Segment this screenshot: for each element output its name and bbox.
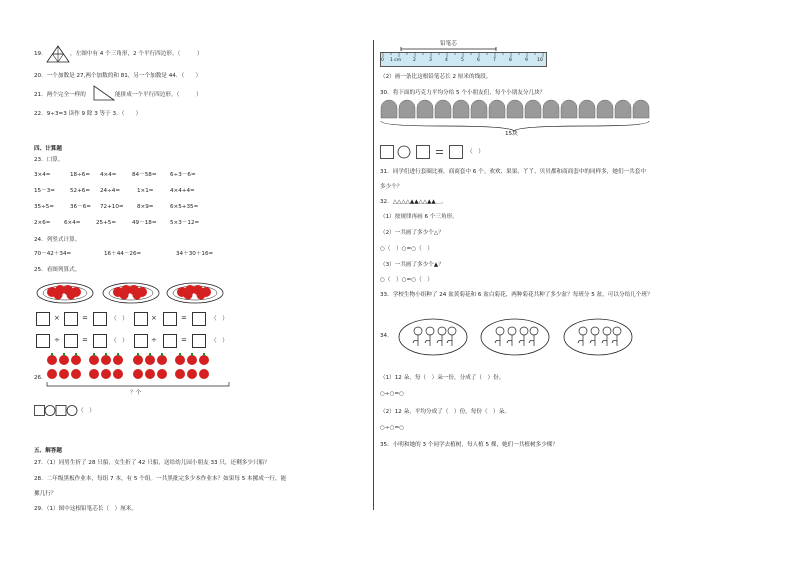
ruler-tick-label: 0 bbox=[381, 58, 384, 63]
section5-title: 五、解答题 bbox=[34, 448, 62, 454]
q29-text: 29．（1）图中这根铅笔芯长（ ）厘米。 bbox=[34, 506, 137, 512]
q32-part2: （2）一共画了多少个△？ bbox=[380, 230, 444, 236]
q25-text: 25．看图列算式。 bbox=[34, 267, 81, 273]
calc-cell: 72+10= bbox=[100, 204, 124, 210]
blank-paren: （ ） bbox=[111, 338, 128, 344]
answer-box[interactable] bbox=[192, 312, 206, 326]
ruler-tick-label: 6 bbox=[477, 58, 480, 63]
answer-box[interactable] bbox=[64, 334, 78, 348]
q35-text: 35．小明和她的 3 个同学去植树，每人植 5 棵，她们一共植树多少棵？ bbox=[380, 442, 558, 448]
triangle-figure-icon bbox=[47, 46, 69, 62]
q30-total-label: 15块 bbox=[505, 131, 518, 137]
q30-answer: （ ） bbox=[467, 149, 484, 155]
calc-cell: 5×3－12= bbox=[170, 220, 200, 226]
q34-eq1: ○÷○=○ bbox=[380, 391, 405, 397]
q26-num: 26. bbox=[34, 375, 43, 381]
ruler-tick-label: 3 bbox=[429, 58, 432, 63]
q20-text: 20．一个加数是 27,两个加数的和 81，另一个加数是 44．（ ） bbox=[34, 73, 202, 79]
apple-plate-3 bbox=[166, 278, 224, 304]
q22-text: 22．9÷3=3 读作 9 除 3 等于 3．（ ） bbox=[34, 111, 142, 117]
calc-cell: 18÷6= bbox=[70, 172, 91, 178]
calc-cell: 15－3= bbox=[34, 188, 55, 194]
q31-text-cont: 多少个？ bbox=[380, 184, 403, 190]
answer-box[interactable] bbox=[163, 312, 177, 326]
q32-part3: （3）一共画了多少个▲？ bbox=[380, 262, 444, 268]
q32-eq1: ○（ ）○=○（ ） bbox=[380, 246, 433, 252]
ruler-tick-label: 2 bbox=[413, 58, 416, 63]
q29b-text: （2）画一条比这根铅笔芯长 2 厘米的线段。 bbox=[380, 74, 492, 80]
answer-box[interactable] bbox=[192, 334, 206, 348]
q19-text: ，左图中有 4 个三角形，2 个平行四边形。（ ） bbox=[70, 51, 203, 57]
q34-num: 34. bbox=[380, 333, 389, 339]
q33-text: 33．学校生物小组种了 24 盆黄菊花和 6 盆白菊花，两种菊花共种了多少盆？每班分 5 盆，可以分给几个班？ bbox=[380, 292, 653, 298]
answer-box[interactable] bbox=[36, 312, 50, 326]
equals-sign: = bbox=[181, 314, 187, 322]
answer-box[interactable] bbox=[36, 334, 50, 348]
q24-item-2: 16＋44－26= bbox=[104, 251, 142, 257]
calc-cell: 24÷4= bbox=[100, 188, 121, 194]
q21-text: 能拼成一个平行四边形。（ ） bbox=[115, 92, 202, 98]
apple-plate-1 bbox=[36, 278, 94, 304]
calc-cell: 6÷3－6= bbox=[170, 172, 196, 178]
chocolate-row bbox=[379, 100, 649, 120]
answer-box[interactable] bbox=[93, 312, 107, 326]
calc-cell: 8×9= bbox=[137, 204, 154, 210]
divide-sign: ÷ bbox=[151, 336, 157, 344]
answer-box[interactable] bbox=[134, 312, 148, 326]
times-sign: × bbox=[151, 314, 157, 322]
calc-cell: 49－18= bbox=[132, 220, 157, 226]
calc-cell: 2×6= bbox=[34, 220, 51, 226]
q26-label: ？个 bbox=[130, 390, 142, 396]
calc-cell: 25+5= bbox=[96, 220, 117, 226]
times-sign: × bbox=[54, 314, 60, 322]
q31-text: 31．同学们进行套圈比赛，商商套中 6 个。欢欢、果果、丫丫、贝贝都和商商套中的同样多，她们一共套中 bbox=[380, 169, 646, 175]
blank-paren: （ ） bbox=[211, 316, 228, 322]
answer-box[interactable] bbox=[163, 334, 177, 348]
q32-text: 32．△△△△▲▲△△▲▲＿。 bbox=[380, 199, 447, 205]
ruler-tick-label: 4 bbox=[445, 58, 448, 63]
calc-cell: 1×1= bbox=[137, 188, 154, 194]
ruler-label: 铅笔芯 bbox=[440, 41, 457, 47]
right-triangle-icon bbox=[94, 86, 114, 100]
answer-box[interactable] bbox=[64, 312, 78, 326]
calc-cell: 35÷5= bbox=[34, 204, 55, 210]
apple-plate-2 bbox=[102, 278, 160, 304]
q32-eq2: ○（ ）○=○（ ） bbox=[380, 277, 433, 283]
equals-sign: = bbox=[181, 336, 187, 344]
flower-group-3 bbox=[563, 318, 633, 356]
calc-cell: 4×4= bbox=[100, 172, 117, 178]
section4-title: 四、计算题 bbox=[34, 146, 62, 152]
ruler-tick-label: 5 bbox=[461, 58, 464, 63]
q34-part1: （1）12 朵，每（ ）朵一份，分成了（ ）份。 bbox=[380, 375, 505, 381]
answer-box[interactable] bbox=[93, 334, 107, 348]
ruler-tick-label: 7 bbox=[493, 58, 496, 63]
q30-equation-boxes bbox=[380, 145, 470, 159]
calc-cell: 6×4= bbox=[64, 220, 81, 226]
q19-num: 19. bbox=[34, 51, 43, 57]
ruler-unit: 1 cm bbox=[390, 58, 402, 63]
q27-text: 27．（1）同男生折了 28 只船，女生折了 42 只船，送给幼儿园小朋友 33 只，还剩多少只船？ bbox=[34, 460, 270, 466]
flower-group-1 bbox=[398, 318, 468, 356]
calc-cell: 52+6= bbox=[70, 188, 91, 194]
calc-cell: 36－6= bbox=[70, 204, 91, 210]
blank-paren: （ ） bbox=[211, 338, 228, 344]
q34-part2: （2）12 朵，平均分成了（ ）份，每份（ ）朵。 bbox=[380, 409, 510, 415]
q23-text: 23．口算。 bbox=[34, 157, 64, 163]
q26-answer: （ ） bbox=[78, 408, 95, 414]
q28-text: 28．二年级黑板作业本，每组 7 本，有 5 个组。一共黑批完多少本作业本？如果每 5 本摞成一行，能 bbox=[34, 476, 287, 482]
calc-cell: 6×5+35= bbox=[170, 204, 199, 210]
q28-text-cont: 摞几行？ bbox=[34, 491, 57, 497]
q34-eq2: ○÷○=○ bbox=[380, 425, 405, 431]
equals-sign: = bbox=[82, 336, 88, 344]
flower-group-2 bbox=[480, 318, 550, 356]
equals-sign: = bbox=[82, 314, 88, 322]
ruler-tick-label: 8 bbox=[509, 58, 512, 63]
answer-box[interactable] bbox=[134, 334, 148, 348]
q24-item-1: 70－42＋34= bbox=[34, 251, 72, 257]
divide-sign: ÷ bbox=[54, 336, 60, 344]
ruler-tick-label: 9 bbox=[525, 58, 528, 63]
q30-text: 30．将下面的巧克力平均分给 5 个小朋友们，每个小朋友分几块？ bbox=[380, 90, 546, 96]
calc-cell: 4×4+4= bbox=[170, 188, 195, 194]
column-divider bbox=[373, 40, 374, 510]
q24-item-3: 34＋30＋16= bbox=[176, 251, 214, 257]
calc-cell: 3×4= bbox=[34, 172, 51, 178]
ruler-numbers bbox=[380, 58, 545, 65]
q32-part1: （1）按规律再画 6 个三角形。 bbox=[380, 214, 458, 220]
q24-text: 24．列竖式计算。 bbox=[34, 237, 81, 243]
calc-cell: 84－58= bbox=[132, 172, 157, 178]
q21-num: 21．两个完全一样的 bbox=[34, 92, 86, 98]
blank-paren: （ ） bbox=[111, 316, 128, 322]
ruler-tick-label: 10 bbox=[537, 58, 543, 63]
